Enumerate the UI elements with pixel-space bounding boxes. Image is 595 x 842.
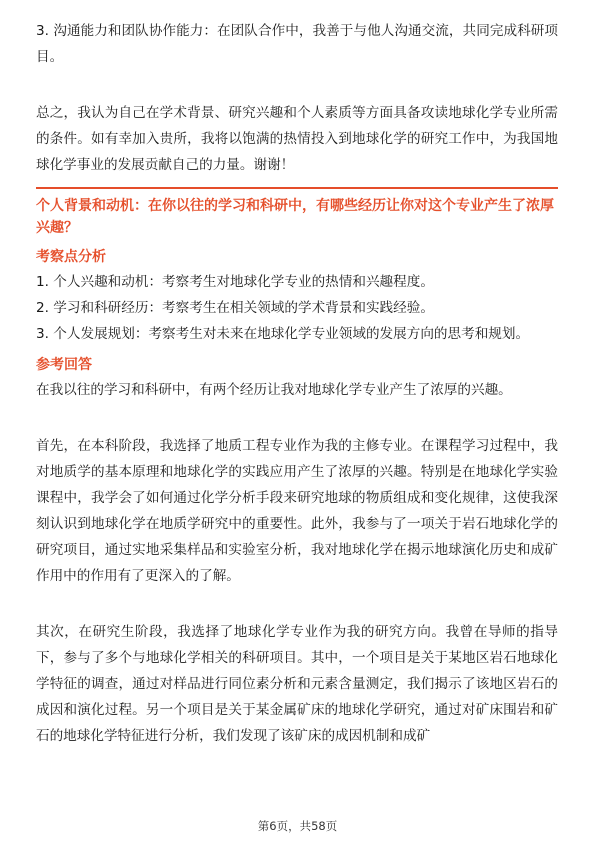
analysis-heading: 考察点分析 xyxy=(36,249,106,265)
answer-heading: 参考回答 xyxy=(36,357,92,373)
analysis-item: 1. 个人兴趣和动机：考察考生对地球化学专业的热情和兴趣程度。 xyxy=(36,274,434,290)
answer-intro: 在我以往的学习和科研中，有两个经历让我对地球化学专业产生了浓厚的兴趣。 xyxy=(36,382,512,398)
analysis-item: 2. 学习和科研经历：考察考生在相关领域的学术背景和实践经验。 xyxy=(36,300,434,316)
answer-paragraph-undergraduate: 首先，在本科阶段，我选择了地质工程专业作为我的主修专业。在课程学习过程中，我对地质学的基本原理和地球化学的实践应用产生了浓厚的兴趣。特别是在地球化学实验课程中，我学会了如何通过化学分析手段来研究地球的物质组成和变化规律，这使我深刻认识到地球化学在地质学研究中的重要性。此外，我参与了一项关于岩石地球化学的研究项目，通过实地采集样品和实验室分析，我对地球化学在揭示地球演化历史和成矿作用中的作用有了更深入的了解。 xyxy=(36,438,558,584)
section-divider xyxy=(36,187,558,189)
page-content xyxy=(36,18,558,749)
answer-paragraph-graduate: 其次，在研究生阶段，我选择了地球化学专业作为我的研究方向。我曾在导师的指导下，参与了多个与地球化学相关的科研项目。其中，一个项目是关于某地区岩石地球化学特征的调查，通过对样品进行同位素分析和元素含量测定，我们揭示了该地区岩石的成因和演化过程。另一个项目是关于某金属矿床的地球化学研究，通过对矿床围岩和矿石的地球化学特征进行分析，我们发现了该矿床的成因机制和成矿 xyxy=(36,624,558,744)
question-heading: 个人背景和动机：在你以往的学习和科研中，有哪些经历让你对这个专业产生了浓厚兴趣？ xyxy=(36,198,554,236)
paragraph-communication-skills: 3. 沟通能力和团队协作能力：在团队合作中，我善于与他人沟通交流，共同完成科研项目。 xyxy=(36,23,558,65)
page-number: 第6页，共58页 xyxy=(257,819,338,833)
analysis-list xyxy=(36,269,558,347)
analysis-item: 3. 个人发展规划：考察考生对未来在地球化学专业领域的发展方向的思考和规划。 xyxy=(36,326,530,342)
paragraph-conclusion: 总之，我认为自己在学术背景、研究兴趣和个人素质等方面具备攻读地球化学专业所需的条件。如有幸加入贵所，我将以饱满的热情投入到地球化学的研究工作中，为我国地球化学事业的发展贡献自己的力量。谢谢！ xyxy=(36,105,558,173)
